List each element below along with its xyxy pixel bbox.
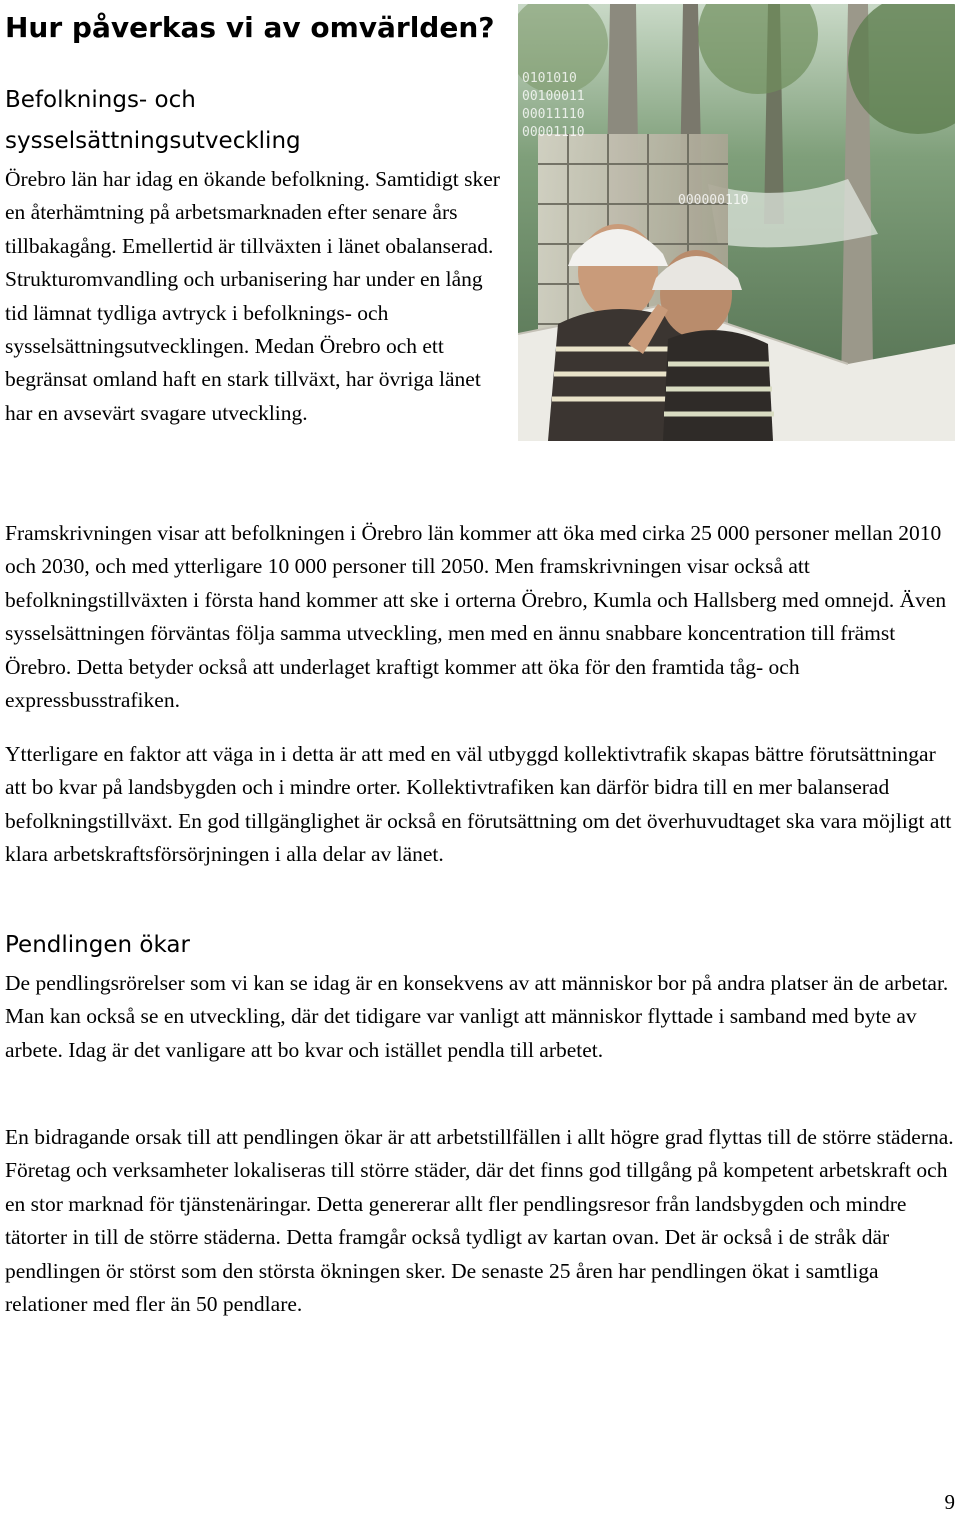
forest-construction-photo — [518, 4, 955, 441]
page-title: Hur påverkas vi av omvärlden? — [5, 11, 495, 44]
page-number: 9 — [944, 1490, 955, 1514]
svg-text:00001110: 00001110 — [522, 125, 585, 140]
photo-illustration — [518, 4, 955, 441]
section-heading-befolkning-line2: sysselsättningsutveckling — [5, 128, 301, 154]
svg-text:00011110: 00011110 — [522, 107, 585, 122]
section-heading-befolkning-line1: Befolknings- och — [5, 87, 196, 113]
population-forecast-paragraph: Framskrivningen visar att befolkningen i Örebro län kommer att öka med cirka 25 000 personer mellan 2010 och 2030, och med ytterligare 10 000 personer till 2050. Men framskrivningen visar också att befolkningstillväxten i första hand kommer att ske i orterna Örebro, Kumla och Hallsberg med omnejd. Även sysselsättningen förväntas följa samma utveckling, men med en ännu snabbare koncentration till främst Örebro. Detta betyder också att underlaget kraftigt kommer att öka för den framtida tåg- och expressbusstrafiken. — [5, 521, 947, 713]
svg-text:0101010: 0101010 — [522, 71, 577, 86]
svg-text:000000110: 000000110 — [678, 193, 749, 208]
public-transport-paragraph: Ytterligare en faktor att väga in i detta är att med en väl utbyggd kollektivtrafik skapas bättre förutsättningar att bo kvar på landsbygden och i mindre orter. Kollektivtrafiken kan därför bidra till en mer balanserad befolkningstillväxt. En god tillgänglighet är också en förutsättning om det överhuvudtaget ska vara möjligt att klara arbetskraftsförsörjningen i alla delar av länet. — [5, 742, 952, 867]
commuting-paragraph-2: En bidragande orsak till att pendlingen ökar är att arbetstillfällen i allt högre grad flyttas till de större städerna. Företag och verksamheter lokaliseras till större städer, där det finns god tillgång på kompetent arbetskraft och en stor marknad för tjänstenäringar. Detta genererar allt fler pendlingsresor från landsbygden och mindre tätorter in till de större städerna. Detta framgår också tydligt av kartan ovan. Det är också i de stråk där pendlingen ör störst som den största ökningen sker. De senaste 25 åren har pendlingen ökat i samtliga relationer med fler än 50 pendlare. — [5, 1125, 954, 1317]
commuting-paragraph-1: De pendlingsrörelser som vi kan se idag är en konsekvens av att människor bor på andra platser än de arbetar. Man kan också se en utveckling, där det tidigare var vanligt att människor flyttade i samband med byte av arbete. Idag är det vanligare att bo kvar och istället pendla till arbetet. — [5, 971, 949, 1062]
section-heading-pendlingen: Pendlingen ökar — [5, 932, 190, 958]
svg-text:00100011: 00100011 — [522, 89, 585, 104]
intro-paragraph: Örebro län har idag en ökande befolkning. Samtidigt sker en återhämtning på arbetsmarknaden efter senare års tillbakagång. Emellertid är tillväxten i länet obalanserad. Strukturomvandling och urbanisering har under en lång tid lämnat tydliga avtryck i befolknings- och sysselsättningsutvecklingen. Medan Örebro och ett begränsat omland haft en stark tillväxt, har övriga länet har en avsevärt svagare utveckling. — [5, 167, 500, 425]
